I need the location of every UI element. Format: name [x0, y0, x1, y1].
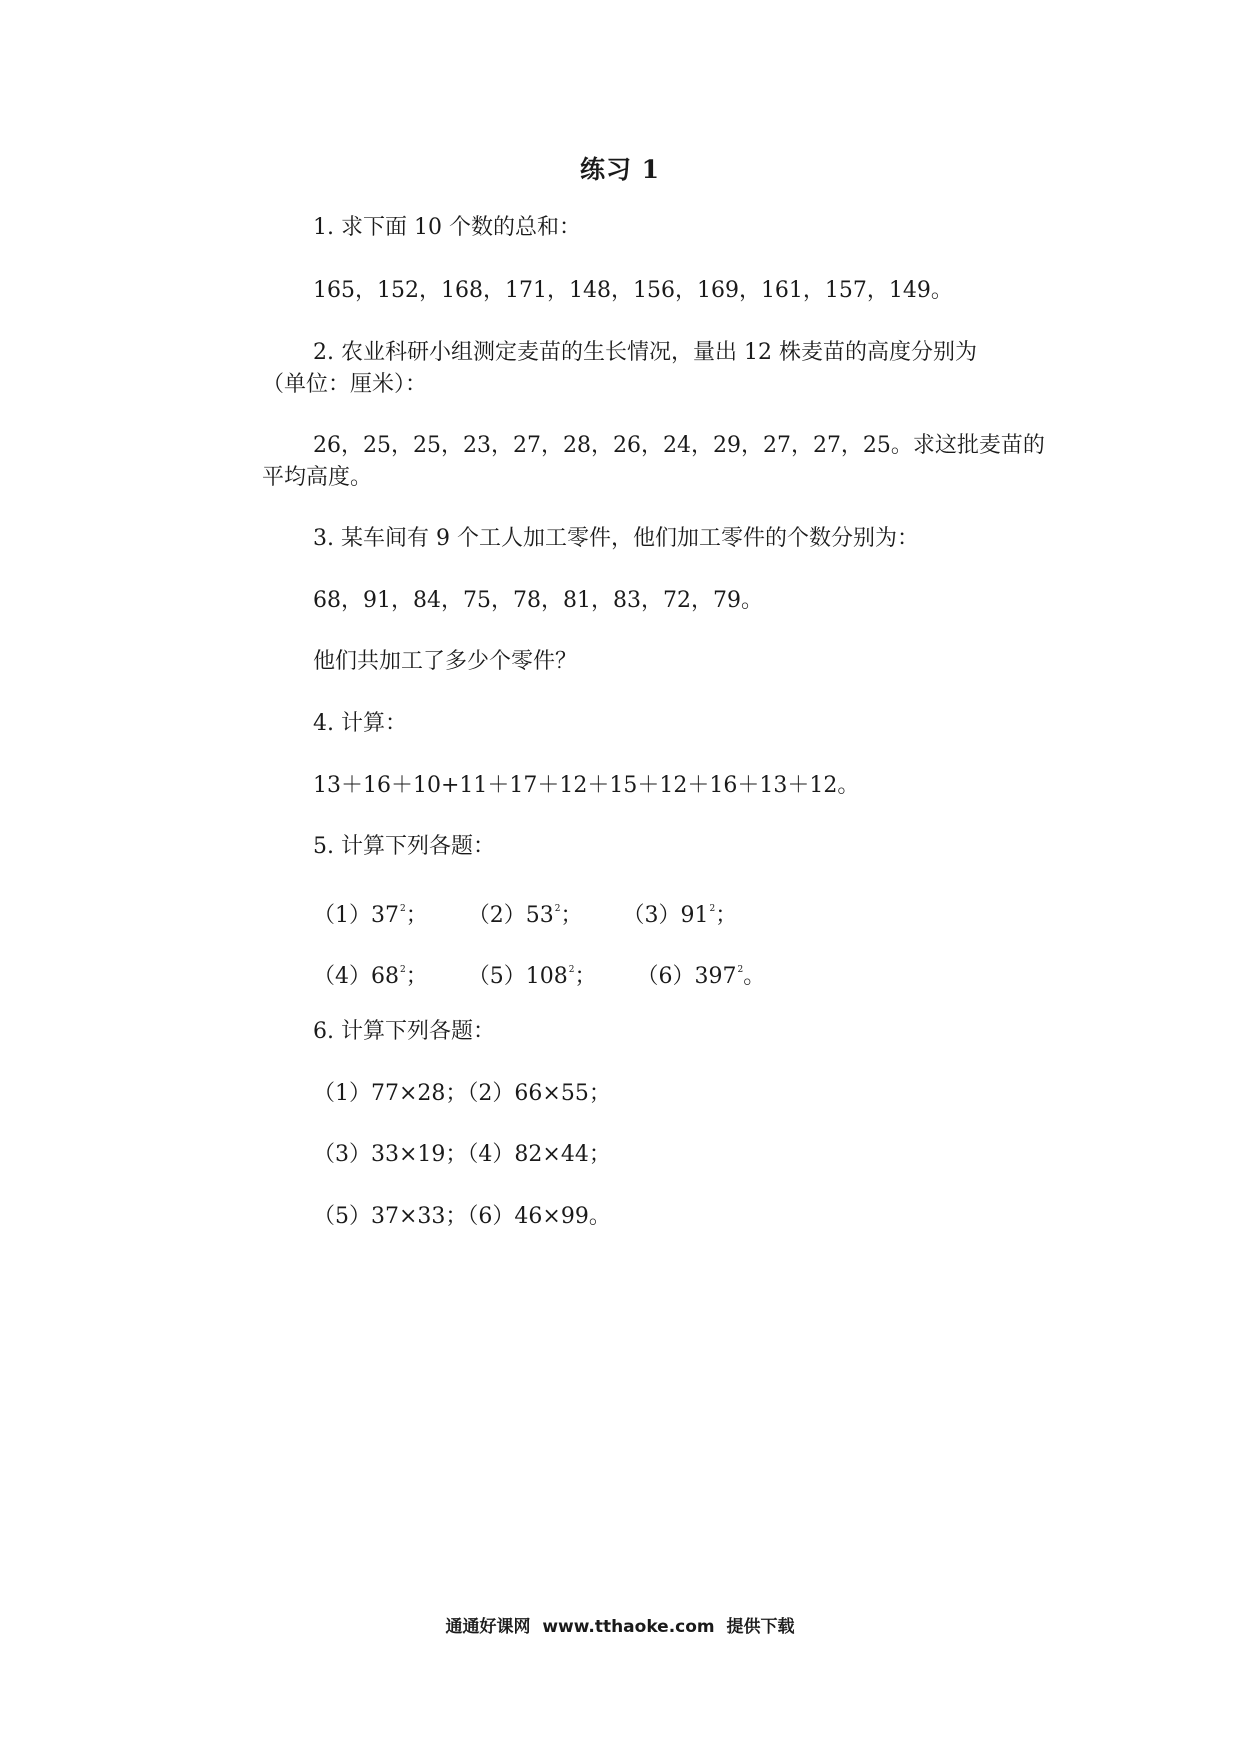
- page-footer: 通通好课网 www.tthaoke.com 提供下载: [445, 1617, 795, 1637]
- page-title: 练习 1: [579, 155, 661, 184]
- q1-data: 165，152，168，171，148，156，169，161，157，149。: [313, 278, 953, 303]
- q5-item-4: $(4)68^2$；: [313, 964, 428, 989]
- q4-expression: 13＋16＋10+11＋17＋12＋15＋12＋16＋13＋12。: [313, 773, 860, 798]
- q5-prompt: 5. 计算下列各题：: [313, 834, 495, 859]
- q2-prompt-line2: （单位：厘米）：: [262, 372, 428, 397]
- q5-row-2: [313, 953, 765, 994]
- q3-question: 他们共加工了多少个零件？: [313, 649, 578, 674]
- q1-prompt: 1. 求下面 10 个数的总和：: [313, 215, 581, 240]
- q5-item-5: $(5)108^2$；: [467, 964, 597, 989]
- q2-data-line1: 26，25，25，23，27，28，26，24，29，27，27，25。求这批麦苗的: [313, 433, 1045, 458]
- q5-item-3: $(3)91^2$；: [622, 903, 738, 928]
- q6-row-2: （3）33×19；（4）82×44；: [313, 1142, 611, 1167]
- q4-prompt: 4. 计算：: [313, 711, 407, 736]
- q6-row-1: （1）77×28；（2）66×55；: [313, 1081, 611, 1106]
- q6-prompt: 6. 计算下列各题：: [313, 1019, 495, 1044]
- q6-row-3: （5）37×33；（6）46×99。: [313, 1204, 611, 1229]
- q3-prompt: 3. 某车间有 9 个工人加工零件，他们加工零件的个数分别为：: [313, 526, 919, 551]
- q2-data-line2: 平均高度。: [262, 465, 373, 490]
- q2-prompt-line1: 2. 农业科研小组测定麦苗的生长情况，量出 12 株麦苗的高度分别为: [313, 340, 977, 365]
- q5-item-1: $(1)37^2$；: [313, 903, 428, 928]
- q5-row-1: [313, 892, 737, 933]
- q5-item-6: $(6)397^2$。: [636, 964, 766, 989]
- q5-item-2: $(2)53^2$；: [467, 903, 583, 928]
- q3-data: 68，91，84，75，78，81，83，72，79。: [313, 588, 763, 613]
